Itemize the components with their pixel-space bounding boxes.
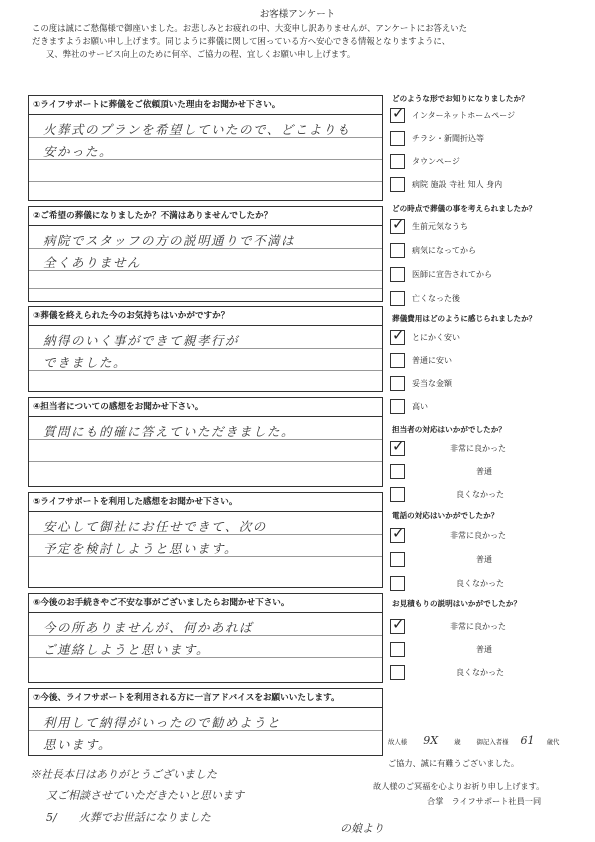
option-group-title: どの時点で葬儀の事を考えられましたか？ bbox=[392, 204, 537, 213]
checkbox[interactable] bbox=[390, 552, 405, 567]
option-group-title: 担当者の対応はいかがでしたか？ bbox=[392, 425, 506, 434]
handwritten-note-line: の娘より bbox=[340, 822, 384, 835]
deceased-age[interactable]: 9X bbox=[423, 734, 439, 747]
option-group-title: 葬儀費用はどのように感じられましたか？ bbox=[392, 314, 537, 323]
option-group-title: 電話の対応はいかがでしたか？ bbox=[392, 511, 499, 520]
option-townpage[interactable]: タウンページ bbox=[390, 153, 586, 173]
option-very-cheap[interactable]: ✓ とにかく安い bbox=[392, 326, 460, 344]
checkbox[interactable] bbox=[390, 487, 405, 502]
intro-line: この度は誠にご愁傷様で御座いました。お悲しみとお疲れの中、大変申し訳ありませんが、アンケートにお答えいた bbox=[32, 23, 467, 33]
option-phone-poor[interactable]: 良くなかった bbox=[390, 575, 586, 595]
option-estimate-excellent[interactable]: ✓ 非常に良かった bbox=[392, 615, 506, 633]
question-label: ②ご希望の葬儀になりましたか？不満はありませんでしたか？ bbox=[29, 207, 382, 226]
handwritten-answer[interactable]: 予定を検討しようと思います。 bbox=[43, 541, 239, 556]
age-fields: 故人様 9X 歳 御記入者様 61 歳代 bbox=[388, 734, 560, 747]
checkbox[interactable] bbox=[390, 267, 405, 282]
checkbox[interactable] bbox=[390, 464, 405, 479]
option-phone-excellent[interactable]: ✓ 非常に良かった bbox=[392, 524, 506, 542]
checkbox[interactable] bbox=[390, 576, 405, 591]
question-label: ④担当者についての感想をお聞かせ下さい。 bbox=[29, 398, 382, 417]
handwritten-answer[interactable]: 全くありません bbox=[43, 255, 142, 270]
thanks-text: ご協力、誠に有難うございました。 bbox=[388, 758, 520, 768]
option-after-illness[interactable]: 病気になってから bbox=[390, 242, 586, 262]
option-referral[interactable]: 病院 施設 寺社 知人 身内 bbox=[390, 176, 586, 196]
question-label: ⑦今後、ライフサポートを利用される方に一言アドバイスをお願いいたします。 bbox=[29, 689, 382, 708]
option-expensive[interactable]: 高い bbox=[390, 398, 586, 418]
handwritten-answer[interactable]: できました。 bbox=[43, 355, 128, 370]
handwritten-note-line: 5/ 火葬でお世話になりました bbox=[46, 811, 211, 824]
option-internet[interactable]: ✓ インターネットホームページ bbox=[392, 104, 516, 122]
question-label: ③葬儀を終えられた今のお気持ちはいかがですか？ bbox=[29, 307, 382, 326]
handwritten-note-line: ※社長本日はありがとうございました bbox=[30, 768, 217, 781]
checkbox[interactable] bbox=[390, 104, 405, 123]
checkbox[interactable] bbox=[390, 642, 405, 657]
question-box-6 bbox=[28, 593, 383, 683]
option-after-diagnosis[interactable]: 医師に宣告されてから bbox=[390, 266, 586, 286]
option-staff-poor[interactable]: 良くなかった bbox=[390, 486, 586, 506]
intro-line: だきますようお願い申し上げます。同じように葬儀に関して困っている方へ安心できる情報となりますように、 bbox=[32, 36, 451, 46]
question-box-5 bbox=[28, 492, 383, 588]
writer-age[interactable]: 61 bbox=[520, 734, 535, 747]
checkbox[interactable] bbox=[390, 131, 405, 146]
question-box-3 bbox=[28, 306, 383, 392]
handwritten-answer[interactable]: 安心して御社にお任せできて、次の bbox=[43, 519, 267, 534]
option-after-death[interactable]: 亡くなった後 bbox=[390, 290, 586, 310]
checkbox[interactable] bbox=[390, 243, 405, 258]
option-estimate-poor[interactable]: 良くなかった bbox=[390, 664, 586, 684]
handwritten-answer[interactable]: 火葬式のプランを希望していたので、どこよりも bbox=[43, 122, 351, 137]
handwritten-answer[interactable]: 今の所ありませんが、何かあれば bbox=[43, 620, 254, 635]
option-estimate-normal[interactable]: 普通 bbox=[390, 641, 586, 661]
check-mark-icon: ✓ bbox=[392, 215, 405, 233]
handwritten-note-line: 又ご相談させていただきたいと思います bbox=[46, 789, 244, 802]
checkbox[interactable] bbox=[390, 376, 405, 391]
option-flyer[interactable]: チラシ・新聞折込等 bbox=[390, 130, 586, 150]
handwritten-answer[interactable]: 納得のいく事ができて親孝行が bbox=[43, 333, 240, 348]
checkbox[interactable] bbox=[390, 326, 405, 345]
intro-text bbox=[32, 22, 572, 61]
page-title: お客様アンケート bbox=[259, 9, 336, 20]
checkbox[interactable] bbox=[390, 177, 405, 192]
option-while-healthy[interactable]: ✓ 生前元気なうち bbox=[392, 215, 468, 233]
handwritten-answer[interactable]: 質問にも的確に答えていただきました。 bbox=[43, 424, 296, 439]
check-mark-icon: ✓ bbox=[392, 437, 405, 455]
checkbox[interactable] bbox=[390, 291, 405, 306]
option-staff-normal[interactable]: 普通 bbox=[390, 463, 586, 483]
check-mark-icon: ✓ bbox=[392, 326, 405, 344]
option-group-title: どのような形でお知りになりましたか？ bbox=[392, 94, 529, 103]
question-box-7 bbox=[28, 688, 383, 756]
checkbox[interactable] bbox=[390, 353, 405, 368]
checkbox[interactable] bbox=[390, 524, 405, 543]
closing-text: 故人様のご冥福を心よりお祈り申し上げます。 bbox=[373, 781, 545, 791]
option-group-title: お見積もりの説明はいかがでしたか？ bbox=[392, 599, 522, 608]
signature-text: 合掌 ライフサポート社員一同 bbox=[427, 796, 542, 806]
question-label: ①ライフサポートに葬儀をご依頼頂いた理由をお聞かせ下さい。 bbox=[29, 96, 382, 115]
intro-line: 又、弊社のサービス向上のために何卒、ご協力の程、宜しくお願い申し上げます。 bbox=[46, 49, 356, 59]
question-label: ⑥今後のお手続きやご不安な事がございましたらお聞かせ下さい。 bbox=[29, 594, 382, 613]
check-mark-icon: ✓ bbox=[392, 524, 405, 542]
option-reasonable[interactable]: 妥当な金額 bbox=[390, 375, 586, 395]
option-staff-excellent[interactable]: ✓ 非常に良かった bbox=[392, 437, 506, 455]
question-box-1 bbox=[28, 95, 383, 201]
checkbox[interactable] bbox=[390, 615, 405, 634]
check-mark-icon: ✓ bbox=[392, 615, 405, 633]
checkbox[interactable] bbox=[390, 665, 405, 680]
handwritten-answer[interactable]: 利用して納得がいったので勧めようと bbox=[43, 715, 282, 730]
handwritten-answer[interactable]: 安かった。 bbox=[43, 144, 114, 159]
checkbox[interactable] bbox=[390, 399, 405, 414]
handwritten-answer[interactable]: ご連絡しようと思います。 bbox=[43, 642, 211, 657]
check-mark-icon: ✓ bbox=[392, 104, 405, 122]
question-box-4 bbox=[28, 397, 383, 487]
checkbox[interactable] bbox=[390, 154, 405, 169]
question-box-2 bbox=[28, 206, 383, 302]
option-cheap[interactable]: 普通に安い bbox=[390, 352, 586, 372]
question-label: ⑤ライフサポートを利用した感想をお聞かせ下さい。 bbox=[29, 493, 382, 512]
handwritten-answer[interactable]: 思います。 bbox=[43, 737, 113, 752]
handwritten-answer[interactable]: 病院でスタッフの方の説明通りで不満は bbox=[43, 233, 296, 248]
checkbox[interactable] bbox=[390, 215, 405, 234]
option-phone-normal[interactable]: 普通 bbox=[390, 551, 586, 571]
checkbox[interactable] bbox=[390, 437, 405, 456]
